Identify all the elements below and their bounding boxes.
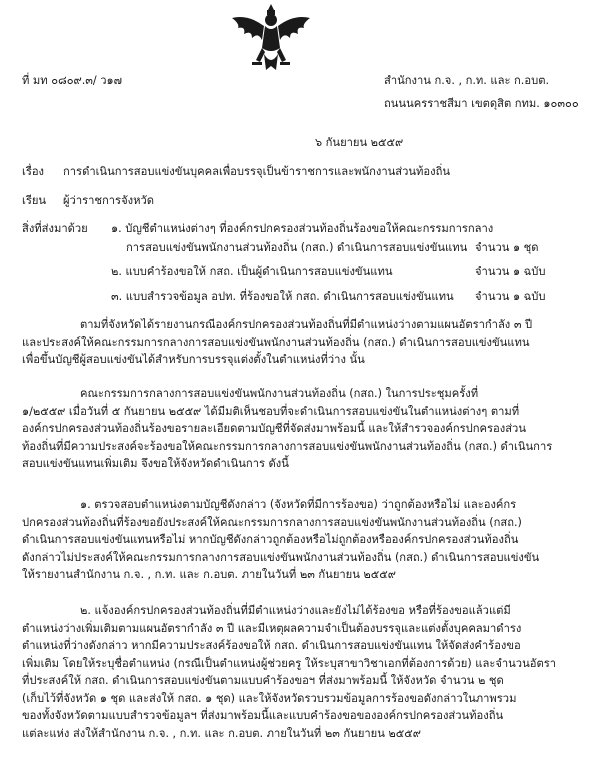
enclosure-item-1-cont: การสอบแข่งขันพนักงานส่วนท้องถิ่น (กสถ.) ดำเนินการสอบแข่งขันแทน bbox=[126, 241, 468, 254]
body-line: คณะกรรมการกลางการสอบแข่งขันพนักงานส่วนท้องถิ่น (กสถ.) ในการประชุมครั้งที่ bbox=[80, 387, 479, 400]
body-line: ท้องถิ่นที่มีความประสงค์จะร้องขอให้คณะกรรมการกลางการสอบแข่งขันพนักงานส่วนท้องถิ่น (กสถ.) ดำเนินการ bbox=[22, 439, 553, 453]
subject-label: เรื่อง bbox=[22, 165, 45, 178]
paragraph-item-1 bbox=[22, 496, 539, 584]
body-line: องค์กรปกครองส่วนท้องถิ่นร้องขอรายละเอียดตามบัญชีที่จัดส่งมาพร้อมนี้ และให้สำรวจองค์กรปกครองส่วน bbox=[22, 422, 526, 435]
body-line: ตามที่จังหวัดได้รายงานกรณีองค์กรปกครองส่วนท้องถิ่นที่มีตำแหน่งว่างตามแผนอัตรากำลัง ๓ ปี bbox=[80, 318, 533, 331]
body-line: ของทั้งจังหวัดตามแบบสำรวจข้อมูลฯ ที่ส่งมาพร้อมนี้และแบบคำร้องขอขององค์กรปกครองส่วนท้องถิ่น bbox=[22, 709, 504, 722]
enclosure-item-2: ๒. แบบคำร้องขอให้ กสถ. เป็นผู้ดำเนินการสอบแข่งขันแทน bbox=[111, 265, 393, 278]
body-line: และประสงค์ให้คณะกรรมการกลางการสอบแข่งขันพนักงานส่วนท้องถิ่น (กสถ.) ดำเนินการสอบแข่งขันแทน bbox=[22, 335, 530, 349]
document-date: ๖ กันยายน ๒๕๕๙ bbox=[315, 136, 404, 149]
paragraph-background bbox=[22, 316, 532, 369]
enclosure-item-2-amount: จำนวน ๑ ฉบับ bbox=[475, 265, 546, 278]
body-line: แต่ละแห่ง ส่งให้สำนักงาน ก.จ. , ก.ท. และ ก.อบต. ภายในวันที่ ๒๓ กันยายน ๒๕๕๙ bbox=[22, 726, 421, 740]
enclosure-item-1-amount: จำนวน ๑ ชุด bbox=[475, 241, 539, 254]
body-line: ปกครองส่วนท้องถิ่นที่ร้องขอยังประสงค์ให้คณะกรรมการกลางการสอบแข่งขันพนักงานส่วนท้องถิ่น (กสถ.) bbox=[22, 515, 522, 529]
body-line: ตำแหน่งว่างเพิ่มเติมตามแผนอัตรากำลัง ๓ ปี และมีเหตุผลความจำเป็นต้องบรรจุและแต่งตั้งบุคคลมาดำรง bbox=[22, 621, 522, 635]
garuda-emblem-icon bbox=[230, 4, 312, 74]
recipient-text: ผู้ว่าราชการจังหวัด bbox=[63, 194, 155, 207]
body-line: ๒. แจ้งองค์กรปกครองส่วนท้องถิ่นที่มีตำแหน่งว่างและยังไม่ได้ร้องขอ หรือที่ร้องขอแล้วแต่มี bbox=[80, 604, 511, 617]
enclosure-item-3-amount: จำนวน ๑ ฉบับ bbox=[475, 290, 546, 303]
body-line: เพิ่มเติม โดยให้ระบุชื่อตำแหน่ง (กรณีเป็นตำแหน่งผู้ช่วยครู ให้ระบุสาขาวิชาเอกที่ต้องการด้วย) และจำนวนอัตรา bbox=[22, 656, 557, 670]
enclosure-label: สิ่งที่ส่งมาด้วย bbox=[22, 222, 88, 235]
body-line: ดังกล่าวไม่ประสงค์ให้คณะกรรมการกลางการสอบแข่งขันพนักงานส่วนท้องถิ่น (กสถ.) ดำเนินการสอบแข่งขัน bbox=[22, 550, 540, 564]
body-line: ให้รายงานสำนักงาน ก.จ. , ก.ท. และ ก.อบต. ภายในวันที่ ๒๓ กันยายน ๒๕๕๙ bbox=[22, 568, 396, 581]
body-line: ดำเนินการสอบแข่งขันแทนหรือไม่ หากบัญชีดังกล่าวถูกต้องหรือไม่ถูกต้องหรือองค์กรปกครองส่วนท้องถิ่น bbox=[22, 533, 519, 546]
body-line: ตำแหน่งที่ว่างดังกล่าว หากมีความประสงค์ร้องขอให้ กสถ. ดำเนินการสอบแข่งขันแทน ให้จัดส่งคำร้องขอ bbox=[22, 639, 521, 652]
body-line: (เก็บไว้ที่จังหวัด ๑ ชุด และส่งให้ กสถ. ๑ ชุด) และให้จังหวัดรวบรวมข้อมูลการร้องขอดังกล่าวในภาพรวม bbox=[22, 691, 517, 705]
enclosure-item-3: ๓. แบบสำรวจข้อมูล อปท. ที่ร้องขอให้ กสถ. ดำเนินการสอบแข่งขันแทน bbox=[111, 290, 454, 303]
office-address: ถนนนครราชสีมา เขตดุสิต กทม. ๑๐๓๐๐ bbox=[384, 97, 579, 110]
paragraph-resolution bbox=[22, 385, 552, 473]
enclosure-item-1: ๑. บัญชีตำแหน่งต่างๆ ที่องค์กรปกครองส่วนท้องถิ่นร้องขอให้คณะกรรมการกลาง bbox=[111, 222, 494, 235]
body-line: สอบแข่งขันแทนเพิ่มเติม จึงขอให้จังหวัดดำเนินการ ดังนี้ bbox=[22, 457, 289, 470]
subject-text: การดำเนินการสอบแข่งขันบุคคลเพื่อบรรจุเป็นข้าราชการและพนักงานส่วนท้องถิ่น bbox=[63, 165, 451, 178]
paragraph-item-2 bbox=[22, 602, 556, 742]
reference-number: ที่ มท ๐๘๐๙.๓/ ว๑๗ bbox=[22, 74, 123, 87]
office-name: สำนักงาน ก.จ. , ก.ท. และ ก.อบต. bbox=[384, 74, 550, 87]
body-line: ที่ประสงค์ให้ กสถ. ดำเนินการสอบแข่งขันตามแบบคำร้องขอฯ ที่ส่งมาพร้อมนี้ ให้จังหวัด จำนวน ๒ ชุด bbox=[22, 674, 504, 687]
body-line: เพื่อขึ้นบัญชีผู้สอบแข่งขันได้สำหรับการบรรจุแต่งตั้งในตำแหน่งที่ว่าง นั้น bbox=[22, 353, 365, 366]
body-line: ๑. ตรวจสอบตำแหน่งตามบัญชีดังกล่าว (จังหวัดที่มีการร้องขอ) ว่าถูกต้องหรือไม่ และองค์กร bbox=[80, 498, 517, 511]
body-line: ๑/๒๕๕๙ เมื่อวันที่ ๕ กันยายน ๒๕๕๙ ได้มีมติเห็นชอบที่จะดำเนินการสอบแข่งขันในตำแหน่งต่างๆ ตามที่ bbox=[22, 404, 520, 418]
recipient-label: เรียน bbox=[22, 194, 47, 207]
